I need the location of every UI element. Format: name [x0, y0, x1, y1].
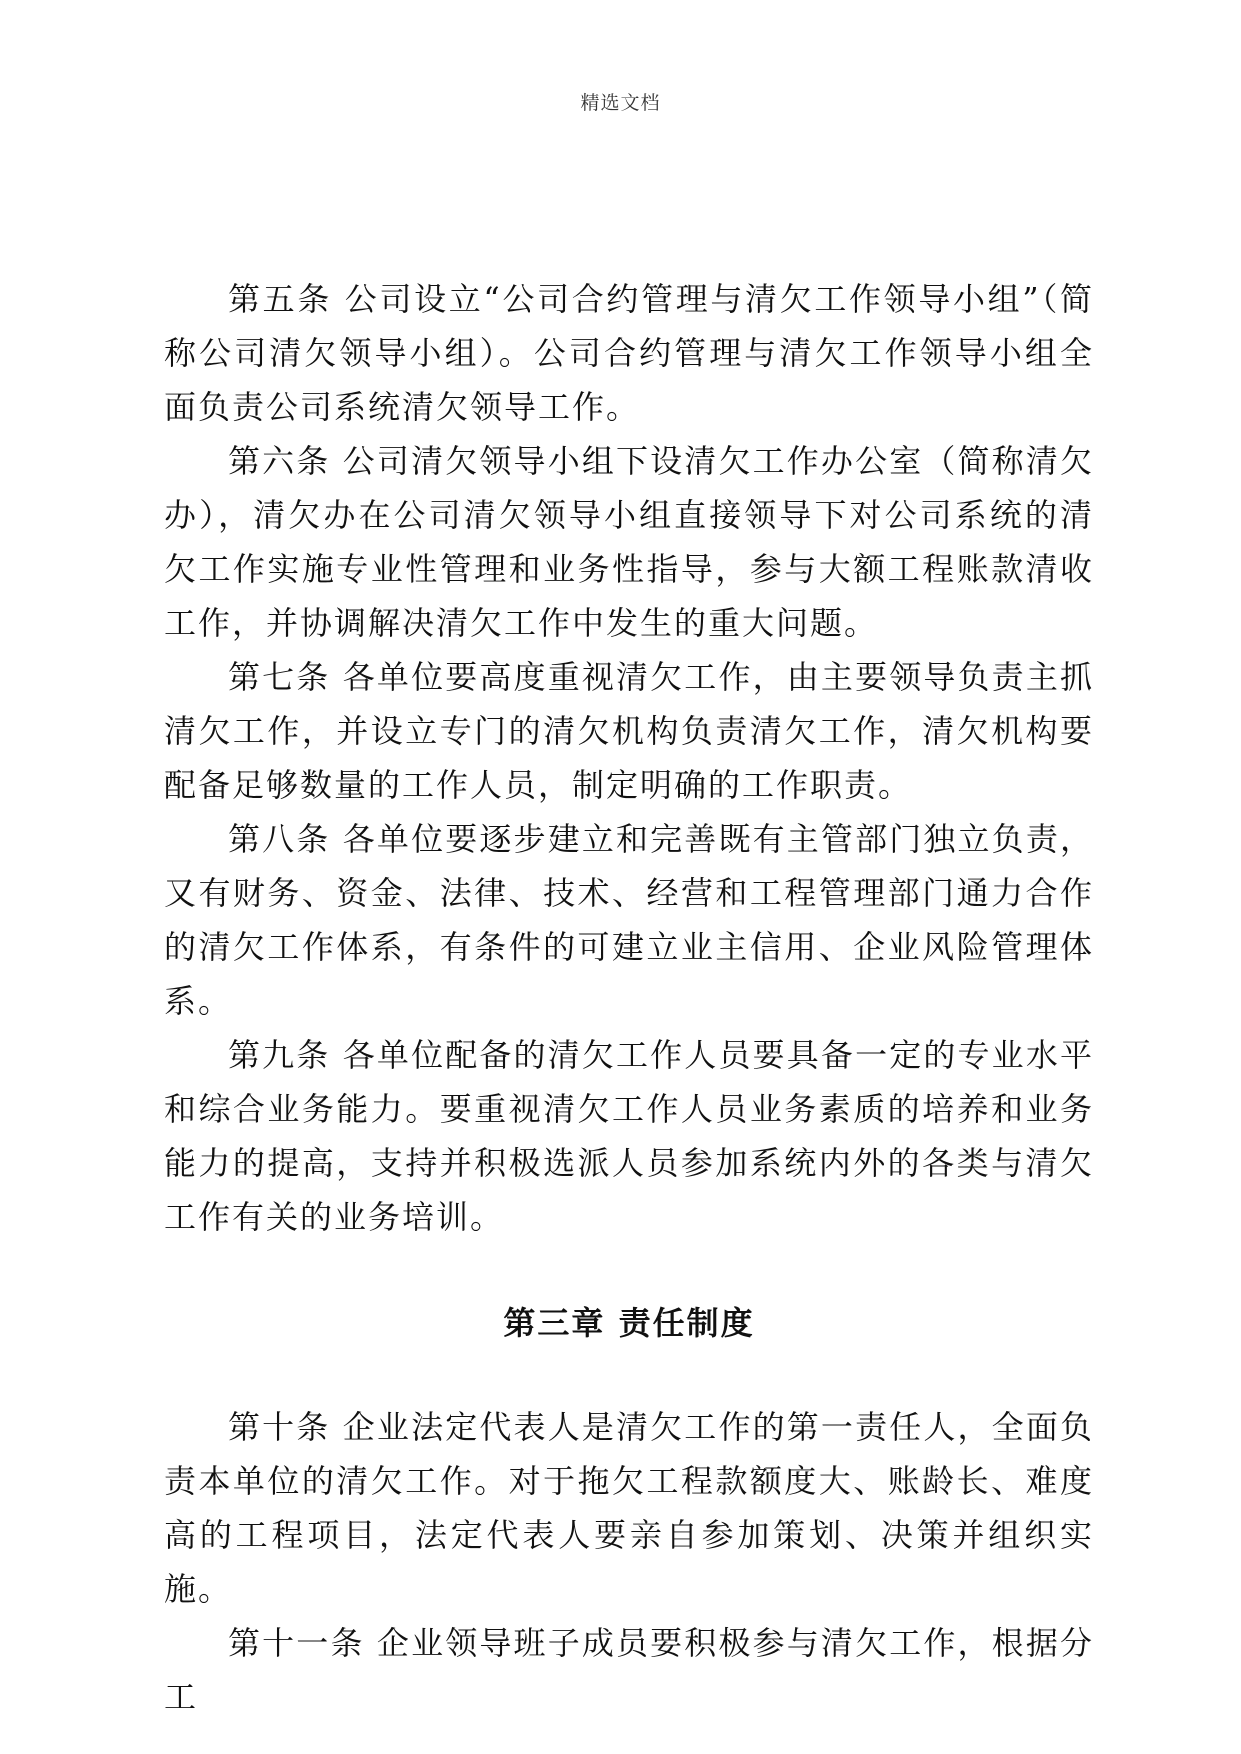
article-9: 第九条 各单位配备的清欠工作人员要具备一定的专业水平和综合业务能力。要重视清欠工作人员业务素质的培养和业务能力的提高，支持并积极选派人员参加系统内外的各类与清欠工作有关的业务培训。: [164, 1036, 1094, 1236]
article-10: 第十条 企业法定代表人是清欠工作的第一责任人，全面负责本单位的清欠工作。对于拖欠工程款额度大、账龄长、难度高的工程项目，法定代表人要亲自参加策划、决策并组织实施。: [164, 1408, 1094, 1608]
article-6: 第六条 公司清欠领导小组下设清欠工作办公室（简称清欠办），清欠办在公司清欠领导小组直接领导下对公司系统的清欠工作实施专业性管理和业务性指导，参与大额工程账款清收工作，并协调解决清欠工作中发生的重大问题。: [164, 442, 1094, 642]
document-body: [164, 272, 1094, 1724]
page-header: 精选文档: [580, 92, 661, 114]
article-5: 第五条 公司设立“公司合约管理与清欠工作领导小组”（简称公司清欠领导小组）。公司合约管理与清欠工作领导小组全面负责公司系统清欠领导工作。: [164, 280, 1094, 426]
article-11: 第十一条 企业领导班子成员要积极参与清欠工作，根据分工: [164, 1624, 1094, 1716]
article-7: 第七条 各单位要高度重视清欠工作，由主要领导负责主抓清欠工作，并设立专门的清欠机构负责清欠工作，清欠机构要配备足够数量的工作人员，制定明确的工作职责。: [164, 658, 1094, 804]
chapter-heading: 第三章 责任制度: [503, 1304, 755, 1342]
article-8: 第八条 各单位要逐步建立和完善既有主管部门独立负责，又有财务、资金、法律、技术、经营和工程管理部门通力合作的清欠工作体系，有条件的可建立业主信用、企业风险管理体系。: [164, 820, 1094, 1020]
